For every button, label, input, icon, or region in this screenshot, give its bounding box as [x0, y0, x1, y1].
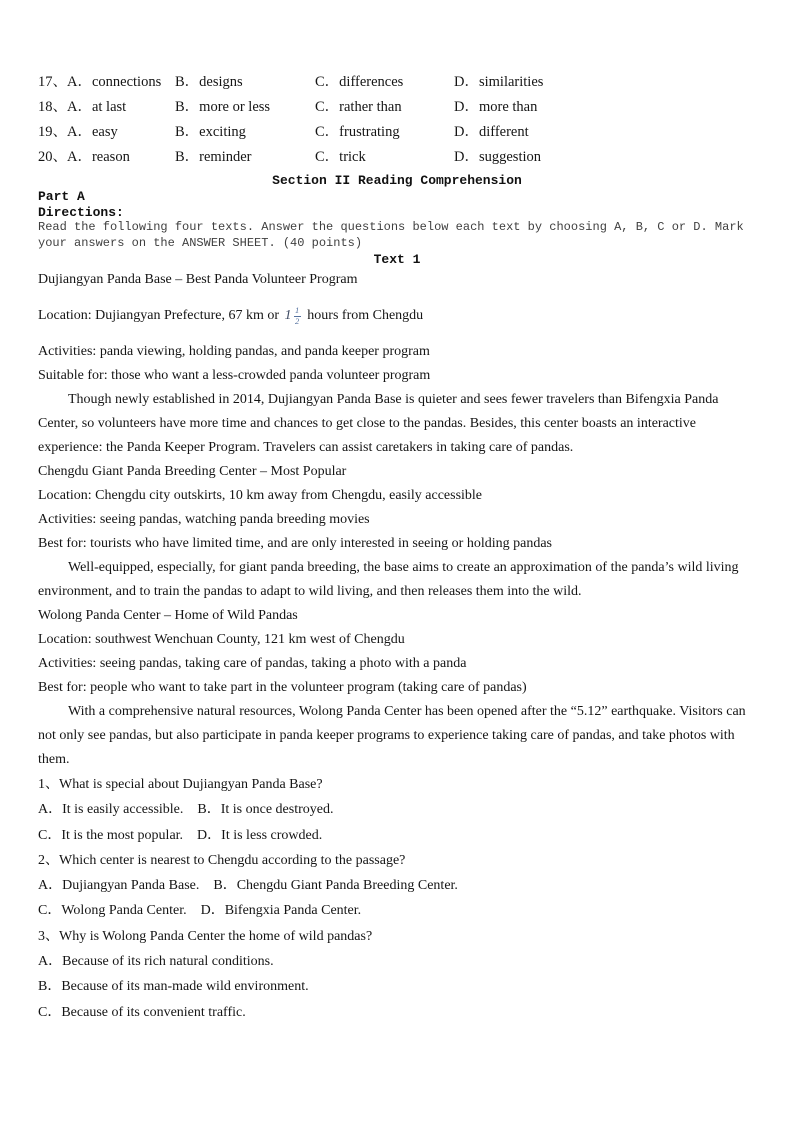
question-3-option-b: B．Because of its man-made wild environment.: [38, 979, 309, 995]
directions-line-2: your answers on the ANSWER SHEET. (40 points): [38, 235, 363, 250]
location-wolong: Location: southwest Wenchuan County, 121 km west of Chengdu: [38, 632, 405, 647]
question-number: 18、: [38, 99, 67, 115]
paragraph-chengdu: Well-equipped, especially, for giant panda breeding, the base aims to create an approximation of the panda’s wild living environment, and to train the pandas to adapt to wild living, and then releases them into the wild.: [38, 560, 743, 599]
directions-line-1: Read the following four texts. Answer the questions below each text by choosing A, B, C or D. Mark: [38, 220, 744, 234]
paragraph-wolong: With a comprehensive natural resources, Wolong Panda Center has been opened after the “5.12” earthquake. Visitors can not only see pandas, but also participate in panda keeper programs to experience taking care of pandas, and take photos with them.: [38, 704, 750, 767]
option-c: C．differences: [315, 74, 404, 90]
question-number: 20、: [38, 149, 67, 165]
option-b: B．exciting: [175, 124, 246, 140]
cloze-row-19: [38, 120, 756, 145]
question-3-option-a: A．Because of its rich natural conditions.: [38, 954, 274, 970]
option-b: B．reminder: [175, 149, 252, 165]
question-1: 1、What is special about Dujiangyan Panda Base?: [38, 777, 323, 792]
question-2-options-ab: A．Dujiangyan Panda Base. B．Chengdu Giant Panda Breeding Center.: [38, 878, 458, 894]
heading-chengdu-center: Chengdu Giant Panda Breeding Center – Most Popular: [38, 464, 347, 479]
option-b: B．designs: [175, 74, 243, 90]
option-a: A．connections: [67, 74, 162, 90]
fraction-denominator: 2: [295, 315, 300, 326]
text1-body: [38, 268, 756, 772]
location-chengdu: Location: Chengdu city outskirts, 10 km away from Chengdu, easily accessible: [38, 488, 483, 503]
text1-label: Text 1: [373, 252, 421, 267]
reading-questions-block: [38, 772, 756, 1025]
location-dujiangyan: [38, 304, 756, 328]
option-d: D．suggestion: [454, 149, 541, 165]
option-a: A．at last: [67, 99, 127, 115]
question-number: 17、: [38, 74, 67, 90]
heading-dujiangyan-base: Dujiangyan Panda Base – Best Panda Volunteer Program: [38, 272, 358, 287]
cloze-row-18: [38, 95, 756, 120]
location-prefix: Location: Dujiangyan Prefecture, 67 km or: [38, 308, 283, 323]
suitable-for-dujiangyan: Suitable for: those who want a less-crowded panda volunteer program: [38, 368, 431, 383]
activities-wolong: Activities: seeing pandas, taking care of pandas, taking a photo with a panda: [38, 656, 467, 671]
option-b: B．more or less: [175, 99, 271, 115]
directions-label: Directions:: [38, 205, 124, 220]
cloze-row-17: [38, 70, 756, 95]
activities-chengdu: Activities: seeing pandas, watching panda breeding movies: [38, 512, 370, 527]
heading-wolong-center: Wolong Panda Center – Home of Wild Pandas: [38, 608, 298, 623]
question-number: 19、: [38, 124, 67, 140]
cloze-row-20: [38, 145, 756, 170]
section-title: Section II Reading Comprehension: [272, 173, 522, 188]
location-suffix: hours from Chengdu: [303, 308, 424, 323]
best-for-wolong: Best for: people who want to take part in the volunteer program (taking care of pandas): [38, 680, 527, 695]
part-a-label: Part A: [38, 189, 85, 204]
question-3: 3、Why is Wolong Panda Center the home of wild pandas?: [38, 928, 373, 944]
option-c: C．trick: [315, 149, 366, 165]
option-a: A．reason: [67, 149, 130, 165]
paragraph-dujiangyan: Though newly established in 2014, Dujiangyan Panda Base is quieter and sees fewer travelers than Bifengxia Panda Center, so volunteers have more time and chances to get close to the pandas. Besides, this center boasts an interactive experience: the Panda Keeper Program. Travelers can assist caretakers in taking care of pandas.: [38, 392, 722, 455]
activities-dujiangyan: Activities: panda viewing, holding pandas, and panda keeper program: [38, 344, 430, 359]
question-2: 2、Which center is nearest to Chengdu according to the passage?: [38, 852, 406, 868]
option-d: D．different: [454, 124, 529, 140]
option-d: D．similarities: [454, 74, 544, 90]
question-1-options-cd: C．It is the most popular. D．It is less crowded.: [38, 827, 323, 843]
one-half-fraction: [294, 306, 301, 327]
fraction-numerator: 1: [295, 304, 300, 315]
question-3-option-c: C．Because of its convenient traffic.: [38, 1004, 246, 1020]
option-a: A．easy: [67, 124, 118, 140]
option-c: C．rather than: [315, 99, 402, 115]
option-d: D．more than: [454, 99, 538, 115]
best-for-chengdu: Best for: tourists who have limited time, and are only interested in seeing or holding pandas: [38, 536, 553, 551]
question-1-options-ab: A．It is easily accessible. B．It is once destroyed.: [38, 802, 334, 818]
fraction-whole-number: 1: [284, 308, 292, 323]
question-2-options-cd: C．Wolong Panda Center. D．Bifengxia Panda Center.: [38, 903, 362, 919]
option-c: C．frustrating: [315, 124, 400, 140]
cloze-options-block: [38, 70, 756, 170]
